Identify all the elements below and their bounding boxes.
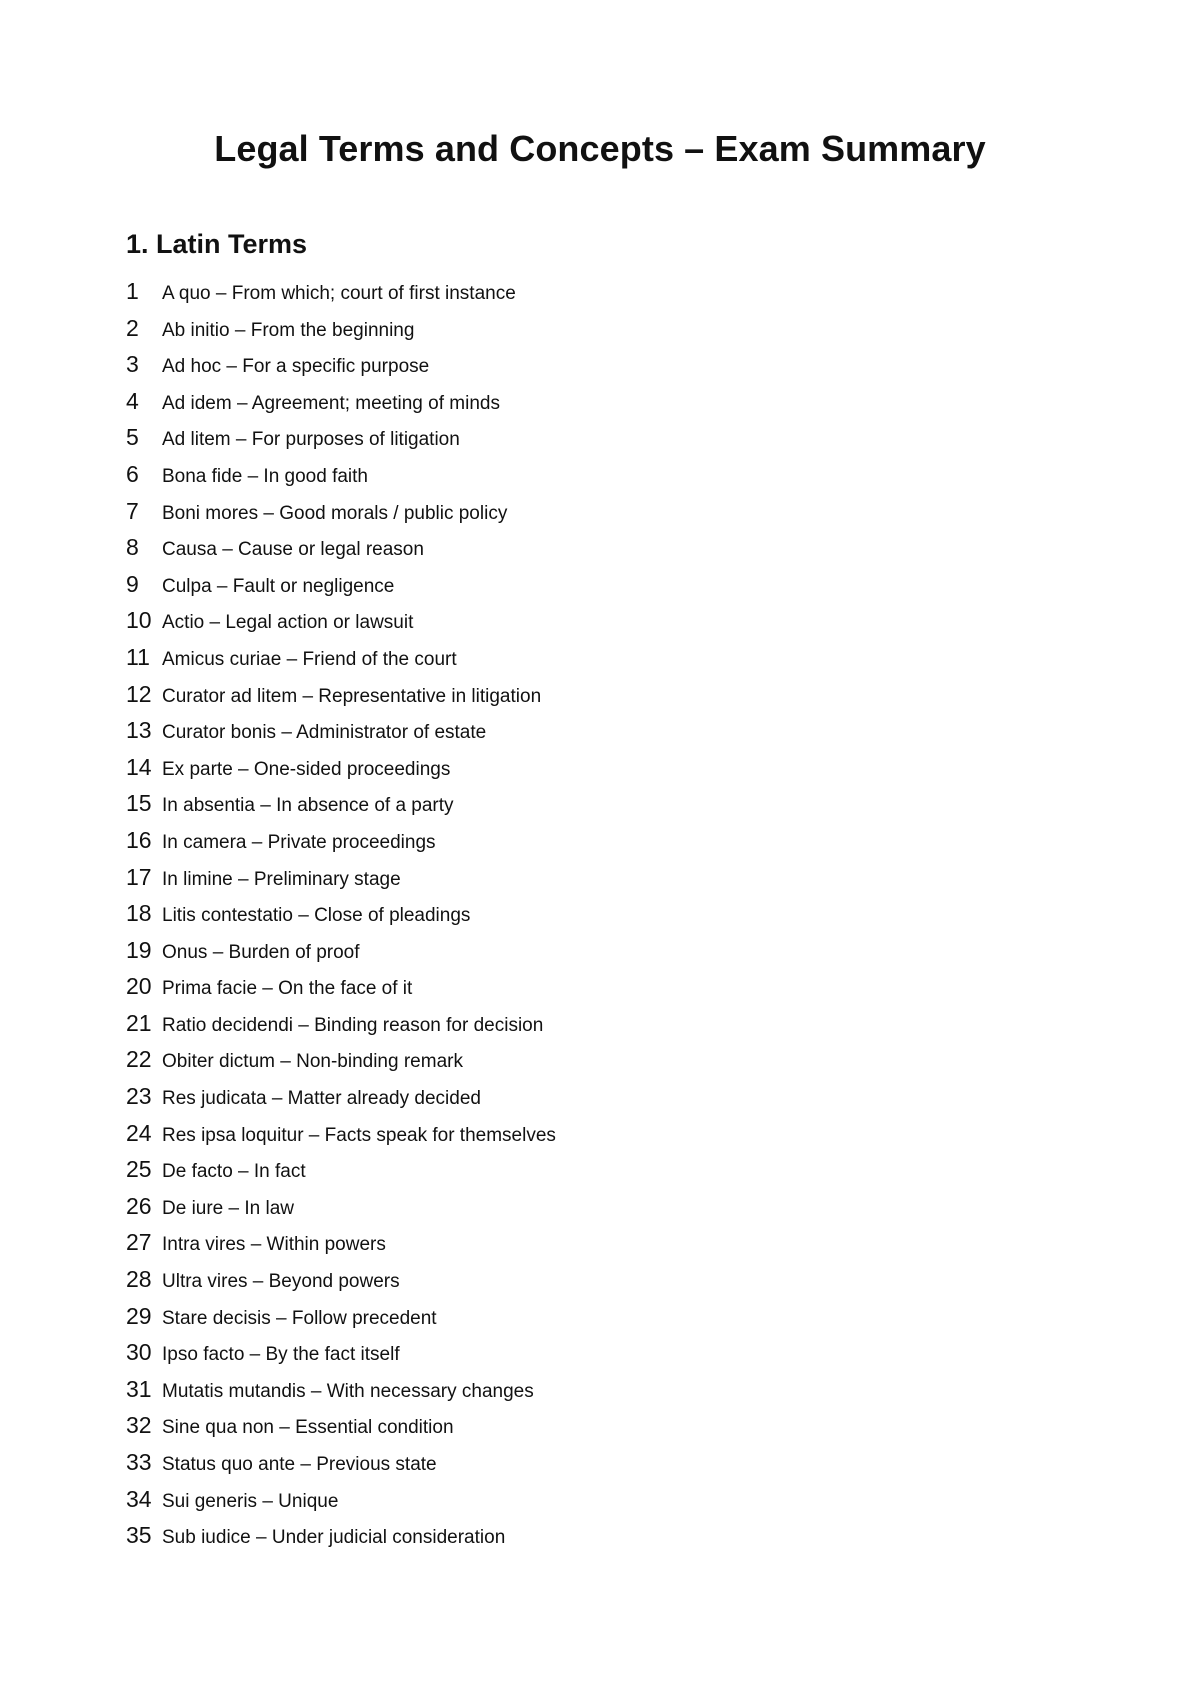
term-definition: Ex parte – One-sided proceedings	[162, 758, 451, 780]
term-item	[126, 785, 1026, 822]
term-definition: Bona fide – In good faith	[162, 465, 368, 487]
term-number: 35	[126, 1522, 152, 1549]
term-definition: Ad hoc – For a specific purpose	[162, 356, 430, 378]
term-definition: Stare decisis – Follow precedent	[162, 1307, 437, 1329]
term-number: 4	[126, 387, 139, 414]
section-heading-latin-terms: 1. Latin Terms	[126, 229, 308, 259]
term-number: 23	[126, 1083, 152, 1110]
term-definition: Prima facie – On the face of it	[162, 978, 413, 1000]
term-number: 5	[126, 424, 139, 451]
term-number: 3	[126, 351, 139, 378]
term-definition: Curator ad litem – Representative in litigation	[162, 685, 542, 707]
term-definition: Culpa – Fault or negligence	[162, 575, 395, 597]
term-item	[126, 1005, 1026, 1042]
term-item	[126, 346, 1026, 383]
term-item	[126, 859, 1026, 896]
term-item	[126, 1188, 1026, 1225]
term-definition: Actio – Legal action or lawsuit	[162, 612, 414, 634]
term-item	[126, 1517, 1026, 1554]
document-title: Legal Terms and Concepts – Exam Summary	[214, 128, 986, 169]
term-item	[126, 1078, 1026, 1115]
term-number: 2	[126, 314, 139, 341]
term-number: 7	[126, 497, 139, 524]
term-number: 22	[126, 1046, 152, 1073]
term-item	[126, 1151, 1026, 1188]
term-number: 19	[126, 936, 152, 963]
term-definition: In absentia – In absence of a party	[162, 795, 454, 817]
term-definition: Ad litem – For purposes of litigation	[162, 429, 460, 451]
term-number: 15	[126, 790, 152, 817]
term-definition: Ratio decidendi – Binding reason for decision	[162, 1014, 544, 1036]
term-definition: Status quo ante – Previous state	[162, 1454, 437, 1475]
term-definition: In camera – Private proceedings	[162, 831, 436, 853]
term-definition: Ultra vires – Beyond powers	[162, 1271, 400, 1293]
term-number: 25	[126, 1156, 152, 1183]
term-number: 32	[126, 1412, 152, 1439]
term-number: 28	[126, 1266, 152, 1293]
term-definition: In limine – Preliminary stage	[162, 868, 401, 890]
term-number: 29	[126, 1302, 152, 1329]
term-number: 6	[126, 460, 139, 487]
term-number: 13	[126, 717, 152, 744]
term-number: 30	[126, 1339, 152, 1366]
term-number: 12	[126, 680, 152, 707]
term-definition: Sub iudice – Under judicial consideration	[162, 1527, 506, 1549]
term-definition: Onus – Burden of proof	[162, 941, 360, 963]
term-item	[126, 1261, 1026, 1298]
term-item	[126, 1481, 1026, 1518]
term-item	[126, 419, 1026, 456]
term-number: 16	[126, 826, 152, 853]
term-definition: Amicus curiae – Friend of the court	[162, 648, 457, 670]
term-definition: Mutatis mutandis – With necessary changes	[162, 1380, 534, 1402]
term-number: 26	[126, 1192, 152, 1219]
term-number: 11	[126, 643, 150, 670]
term-definition: De facto – In fact	[162, 1161, 306, 1183]
term-definition: Ipso facto – By the fact itself	[162, 1344, 400, 1366]
term-item	[126, 273, 1026, 310]
term-definition: Sine qua non – Essential condition	[162, 1417, 454, 1439]
term-item	[126, 749, 1026, 786]
term-item	[126, 932, 1026, 969]
term-number: 24	[126, 1119, 152, 1146]
term-item	[126, 1371, 1026, 1408]
term-number: 10	[126, 607, 152, 634]
term-item	[126, 566, 1026, 603]
term-definition: Boni mores – Good morals / public policy	[162, 502, 508, 524]
term-item	[126, 1041, 1026, 1078]
term-number: 27	[126, 1229, 152, 1256]
term-number: 14	[126, 753, 152, 780]
term-item	[126, 676, 1026, 713]
term-number: 17	[126, 863, 152, 890]
term-definition: Res ipsa loquitur – Facts speak for themselves	[162, 1124, 556, 1146]
term-item	[126, 1444, 1026, 1481]
term-number: 33	[126, 1449, 152, 1475]
term-definition: Causa – Cause or legal reason	[162, 539, 424, 561]
latin-terms-list	[126, 273, 1026, 1554]
term-number: 18	[126, 900, 152, 927]
term-definition: Ad idem – Agreement; meeting of minds	[162, 392, 500, 414]
term-item	[126, 1407, 1026, 1444]
term-item	[126, 493, 1026, 530]
term-definition: Ab initio – From the beginning	[162, 319, 415, 341]
term-item	[126, 895, 1026, 932]
term-item	[126, 1334, 1026, 1371]
term-number: 21	[126, 1009, 152, 1036]
term-definition: Intra vires – Within powers	[162, 1234, 386, 1256]
term-item	[126, 383, 1026, 420]
term-item	[126, 712, 1026, 749]
term-item	[126, 1224, 1026, 1261]
term-item	[126, 1115, 1026, 1152]
term-definition: Obiter dictum – Non-binding remark	[162, 1051, 463, 1073]
term-number: 31	[126, 1375, 152, 1402]
term-item	[126, 968, 1026, 1005]
term-definition: Curator bonis – Administrator of estate	[162, 722, 487, 744]
term-definition: Res judicata – Matter already decided	[162, 1088, 481, 1110]
term-number: 20	[126, 973, 152, 1000]
term-definition: Litis contestatio – Close of pleadings	[162, 905, 471, 927]
term-number: 1	[126, 278, 139, 304]
term-number: 34	[126, 1485, 152, 1512]
term-number: 8	[126, 534, 139, 561]
term-number: 9	[126, 570, 139, 597]
term-item	[126, 822, 1026, 859]
term-item	[126, 1298, 1026, 1335]
term-definition: De iure – In law	[162, 1197, 295, 1219]
term-item	[126, 529, 1026, 566]
term-item	[126, 456, 1026, 493]
term-item	[126, 310, 1026, 347]
term-item	[126, 639, 1026, 676]
term-item	[126, 602, 1026, 639]
term-definition: Sui generis – Unique	[162, 1490, 339, 1512]
term-definition: A quo – From which; court of first instance	[162, 283, 516, 304]
